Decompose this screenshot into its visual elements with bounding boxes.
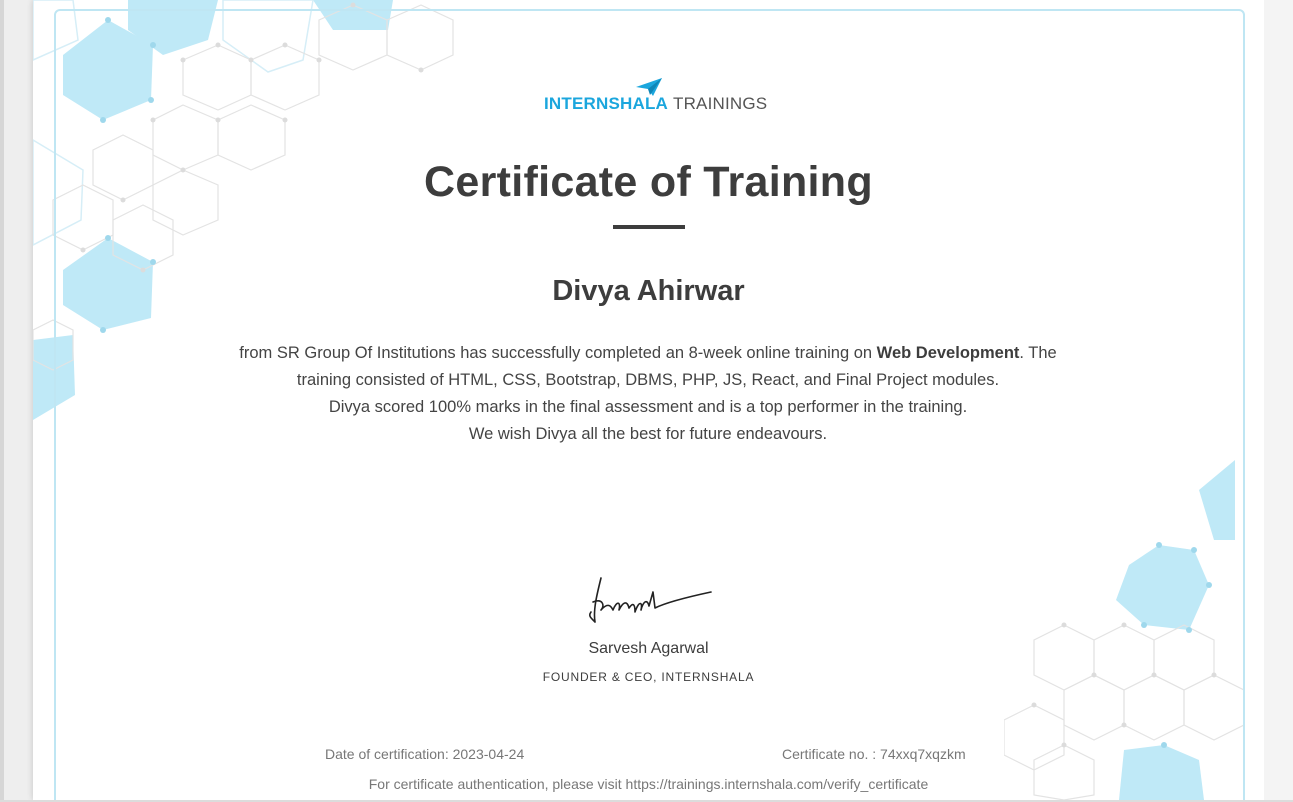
viewer-left-edge xyxy=(0,0,4,802)
logo-part-intern: INTERN xyxy=(544,94,609,113)
internshala-trainings-logo xyxy=(544,78,768,114)
body-line-1-suffix: . The xyxy=(1019,344,1057,362)
body-line-2: training consisted of HTML, CSS, Bootstrap, DBMS, PHP, JS, React, and Final Project modules. xyxy=(296,371,1000,389)
signature-image xyxy=(583,572,713,632)
certification-date: Date of certification: 2023-04-24 xyxy=(325,746,525,762)
certificate-number: Certificate no. : 74xxq7xqzkm xyxy=(782,746,966,762)
recipient-name: Divya Ahirwar xyxy=(552,275,745,307)
certificate-page xyxy=(33,0,1264,800)
certificate-body xyxy=(193,340,1103,448)
title-underline xyxy=(613,225,685,229)
authentication-note: For certificate authentication, please visit https://trainings.internshala.com/verify_certificate xyxy=(368,776,929,792)
course-name: Web Development xyxy=(876,344,1020,362)
logo-part-shala: SHALA xyxy=(608,94,669,113)
logo-wordmark xyxy=(544,94,767,114)
signer-name: Sarvesh Agarwal xyxy=(588,640,709,657)
signer-title: FOUNDER & CEO, INTERNSHALA xyxy=(542,670,755,684)
body-line-3: Divya scored 100% marks in the final assessment and is a top performer in the training. xyxy=(328,398,968,416)
body-line-1-prefix: from SR Group Of Institutions has successfully completed an 8-week online training on xyxy=(239,344,877,362)
body-line-1 xyxy=(193,340,1103,367)
certificate-title: Certificate of Training xyxy=(424,158,873,206)
body-line-4: We wish Divya all the best for future endeavours. xyxy=(468,425,828,443)
viewer-right-gutter xyxy=(1264,0,1293,802)
logo-part-trainings: TRAININGS xyxy=(672,94,768,113)
